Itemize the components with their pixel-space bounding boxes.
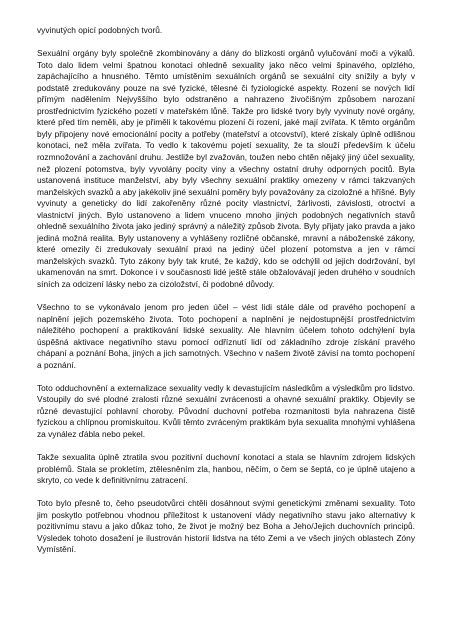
paragraph-purpose: Všechno to se vykonávalo jenom pro jeden účel – vést lidi stále dále od pravého pochopení a naplnění jejich pozemského života. Toto pochopení a naplnění je nejdostupnější prostřednictvím náležitého pochopení a praktikování lidské sexuality. Ale hlavním účelem tohoto odchýlení byla úspěšná aktivace negativního stavu pomocí odříznutí lidí od základního zdroje získání pravého chápaní a poznání Boha, jiných a jich samotných. Všechno v našem životě závisí na tomto pochopení a poznání. [37,302,415,370]
paragraph-pseudocreators: Toto bylo přesně to, čeho pseudotvůrci chtěli dosáhnout svými genetickými změnami sexuality. Toto jim poskytlo potřebnou vhodnou příležitost k ustanovení vlády negativního stavu jako alternativy k pozitivnímu stavu a jako důkaz toho, že život je možný bez Boha a Jeho/Jejich duchovních principů. Výsledek tohoto dosažení je ilustrován historií lidstva na této Zemi a ve všech jiných oblastech Zóny Vymístění. [37,498,415,555]
paragraph-intro-fragment: vyvinutých opicí podobných tvorů. [37,25,163,35]
document-page [37,25,415,567]
paragraph-sexual-organs: Sexuální orgány byly společně zkombinovány a dány do blízkosti orgánů vylučování moči a výkalů. Toto dalo lidem velmi špatnou konotaci ohledně sexuality jako něco velmi špinavého, oplzlého, zapáchajícího a hnusného. Těmto umístěním sexuálních orgánů se sexuální city snížily a byly v podstatě zredukovány pouze na své fyzické, tělesné či fyziologické aspekty. Rození se nových lidí přímým nadělením Nejvyššího bylo odstraněno a nahrazeno živočišným způsobem narozaní prostřednictvím fyzického pozetí v mateřském lůně. Takže pro lidské tvory byly vyvinuty nové orgány, které před tím neměli, aby je přiměli k takovému plození či rození, jaké mají zvířata. K těmto orgánům byly připojeny nové emocionální pocity a potřeby (mateřství a otcovství), které získaly úplně odlišnou konotaci, než měla zvířata. To vedlo k takovému pojetí sexuality, že ta slouží především k účelu rozmnožování a zachování druhu. Jestliže byl zvažován, toužen nebo chtěn nějaký jiný účel sexuality, než plození potomstva, byly vyvolány pocity viny a všechny ostatní druhy odporných pocitů. Byla ustanovená instituce manželství, aby byly všechny sexuální praktiky omezeny v rámci takzvaných manželských svazků a aby jakékoliv jiné sexuální poměry byly považovány za cizoložné a hříšné. Byly vyvinuty a geneticky do lidí zakořeněny různé pocity vlastnictví, žárlivosti, závislosti, otroctví a vlastnictví jiných. Bylo ustanoveno a lidem vnuceno mnoho jiných podobných negativních stavů ohledně sexuálního života jako jediný správný a náležitý způsob života. Byly přijaty jako pravda a jako jediná možná realita. Byly ustanoveny a vyhlášeny rozličné občanské, mravní a náboženské zákony, které omezily či zredukovaly sexuální praxi na jediný účel plození potomstva a jen v rámci manželských svazků. Tyto zákony byly tak kruté, že každý, kdo se odchýlil od jejich dodržování, byl ukamenován na smrt. Dokonce i v současnosti lidé ještě stále obžalovávají jeden druhého v soudních síních za odcizení lásky nebo za cizoložství, či podobné důvody. [37,48,415,289]
paragraph-externalization: Toto odduchovnění a externalizace sexuality vedly k devastujícím následkům a výsledkům pro lidstvo. Vstoupily do své plodné zralosti různé sexuální zvrácenosti a ohavné sexuální praktiky. Objevily se různé devastující pohlavní choroby. Původní duchovní potřeba rozmanitosti byla nahrazena čistě fyzickou a chlípnou promiskuitou. Kvůli těmto zvráceným praktikám byla sexualita mnohými vyhlášena za vynález ďábla nebo pekel. [37,382,415,439]
paragraph-lost-connotation: Takže sexualita úplně ztratila svou pozitivní duchovní konotaci a stala se hlavním zdrojem lidských problémů. Stala se prokletím, ztělesněním zla, hanbou, něčím, o čem se šeptá, co je úplně utajeno a skryto, co vede k definitivnímu zatracení. [37,452,415,486]
